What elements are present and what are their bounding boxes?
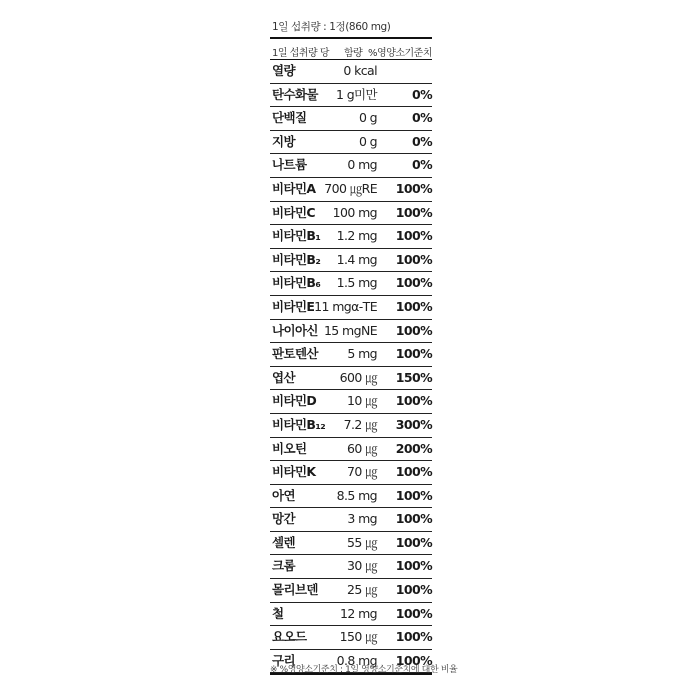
nutrient-name: 비오틴	[272, 440, 307, 456]
nutrient-name: 단백질	[272, 110, 307, 126]
header-per-serving: 1일 섭취량 당	[272, 48, 330, 59]
nutrient-amount: 8.5 mg	[336, 487, 377, 503]
nutrient-amount: 7.2 ㎍	[343, 416, 377, 432]
nutrient-percent: 100%	[395, 464, 432, 480]
nutrient-amount: 0 kcal	[343, 63, 377, 78]
nutrient-percent: 150%	[395, 369, 432, 385]
nutrient-row	[270, 532, 432, 556]
nutrient-name: 비타민B₆	[272, 275, 321, 291]
nutrient-percent: 100%	[395, 180, 432, 196]
nutrient-row	[270, 249, 432, 273]
nutrient-amount: 12 mg	[340, 605, 377, 621]
nutrient-amount: 25 ㎍	[347, 582, 377, 598]
nutrient-row	[270, 343, 432, 367]
nutrient-percent: 0%	[411, 157, 432, 173]
nutrient-amount: 11 mgα-TE	[314, 298, 377, 314]
nutrient-name: 나이아신	[272, 322, 318, 338]
nutrient-row	[270, 202, 432, 226]
nutrient-amount: 3 mg	[347, 511, 377, 527]
nutrient-name: 비타민E	[272, 298, 315, 314]
nutrient-name: 엽산	[272, 369, 295, 385]
nutrient-name: 비타민D	[272, 393, 317, 409]
nutrient-amount: 1.5 mg	[336, 275, 377, 291]
nutrient-percent: 100%	[395, 629, 432, 645]
nutrient-name: 망간	[272, 511, 295, 527]
nutrient-name: 비타민C	[272, 204, 315, 220]
nutrient-name: 지방	[272, 133, 295, 149]
nutrient-amount: 100 mg	[332, 204, 377, 220]
nutrient-row	[270, 296, 432, 320]
nutrient-row	[270, 485, 432, 509]
nutrient-row	[270, 367, 432, 391]
nutrient-row	[270, 626, 432, 650]
nutrient-percent: 100%	[395, 393, 432, 409]
nutrient-row	[270, 84, 432, 108]
nutrient-name: 탄수화물	[272, 86, 318, 102]
nutrient-name: 크롬	[272, 558, 295, 574]
header-amount: 함량	[344, 48, 363, 59]
nutrient-row	[270, 555, 432, 579]
nutrient-percent: 100%	[395, 605, 432, 621]
nutrient-percent: 100%	[395, 652, 432, 668]
nutrient-row	[270, 272, 432, 296]
nutrient-row	[270, 508, 432, 532]
nutrient-name: 몰리브덴	[272, 582, 318, 598]
nutrient-amount: 150 ㎍	[339, 629, 377, 645]
nutrient-name: 나트륨	[272, 157, 307, 173]
nutrient-name: 구리	[272, 652, 295, 668]
nutrient-amount: 600 ㎍	[339, 369, 377, 385]
nutrient-percent: 100%	[395, 558, 432, 574]
nutrient-name: 비타민A	[272, 180, 316, 196]
serving-size-text: 1일 섭취량 : 1정(860 mg)	[272, 21, 391, 33]
table-header	[270, 39, 432, 60]
nutrient-row	[270, 225, 432, 249]
nutrient-name: 비타민K	[272, 464, 316, 480]
nutrient-rows	[270, 60, 432, 673]
nutrient-name: 비타민B₁	[272, 228, 321, 244]
nutrient-amount: 700 ㎍RE	[324, 180, 377, 196]
nutrient-amount: 10 ㎍	[347, 393, 377, 409]
nutrient-name: 아연	[272, 487, 295, 503]
nutrient-percent: 200%	[395, 440, 432, 456]
nutrient-name: 셀렌	[272, 534, 295, 550]
nutrient-name: 열량	[272, 63, 295, 78]
nutrient-amount: 1 g미만	[335, 86, 377, 102]
nutrient-percent: 100%	[395, 487, 432, 503]
nutrient-name: 비타민B₁₂	[272, 416, 326, 432]
nutrient-amount: 15 mgNE	[323, 322, 377, 338]
nutrient-name: 요오드	[272, 629, 307, 645]
nutrient-percent: 100%	[395, 511, 432, 527]
nutrient-percent: 0%	[411, 110, 432, 126]
nutrient-percent: 100%	[395, 582, 432, 598]
nutrient-amount: 1.2 mg	[336, 228, 377, 244]
nutrient-row	[270, 107, 432, 131]
nutrient-percent: 100%	[395, 346, 432, 362]
nutrient-row	[270, 60, 432, 84]
nutrient-percent: 100%	[395, 298, 432, 314]
nutrient-row	[270, 603, 432, 627]
nutrient-amount: 30 ㎍	[347, 558, 377, 574]
nutrient-amount: 70 ㎍	[347, 464, 377, 480]
nutrient-row	[270, 579, 432, 603]
nutrient-percent: 100%	[395, 534, 432, 550]
nutrient-percent: 300%	[395, 416, 432, 432]
nutrient-percent: 100%	[395, 275, 432, 291]
nutrient-percent: 0%	[411, 133, 432, 149]
serving-size-line	[270, 15, 432, 37]
nutrient-amount: 0 g	[358, 110, 377, 126]
nutrient-amount: 0 g	[358, 133, 377, 149]
nutrient-row	[270, 154, 432, 178]
nutrient-name: 판토텐산	[272, 346, 318, 362]
nutrient-percent: 100%	[395, 228, 432, 244]
nutrient-percent: 0%	[411, 86, 432, 102]
nutrient-row	[270, 461, 432, 485]
nutrient-row	[270, 414, 432, 438]
nutrient-row	[270, 320, 432, 344]
nutrient-percent: 100%	[395, 322, 432, 338]
nutrient-amount: 1.4 mg	[336, 251, 377, 267]
header-percent: %영양소기준치	[368, 48, 432, 59]
nutrient-amount: 0.8 mg	[336, 652, 377, 668]
nutrient-row	[270, 131, 432, 155]
nutrient-name: 비타민B₂	[272, 251, 321, 267]
nutrient-amount: 5 mg	[347, 346, 377, 362]
nutrient-name: 철	[272, 605, 284, 621]
footnote: ※ %영양소기준치 : 1일 영양소기준치에 대한 비율	[270, 665, 458, 675]
nutrient-amount: 55 ㎍	[347, 534, 377, 550]
nutrient-amount: 0 mg	[347, 157, 377, 173]
nutrition-facts-panel	[270, 15, 432, 675]
nutrient-percent: 100%	[395, 204, 432, 220]
nutrient-amount: 60 ㎍	[347, 440, 377, 456]
nutrient-percent: 100%	[395, 251, 432, 267]
nutrient-row	[270, 178, 432, 202]
nutrient-row	[270, 438, 432, 462]
nutrient-row	[270, 390, 432, 414]
